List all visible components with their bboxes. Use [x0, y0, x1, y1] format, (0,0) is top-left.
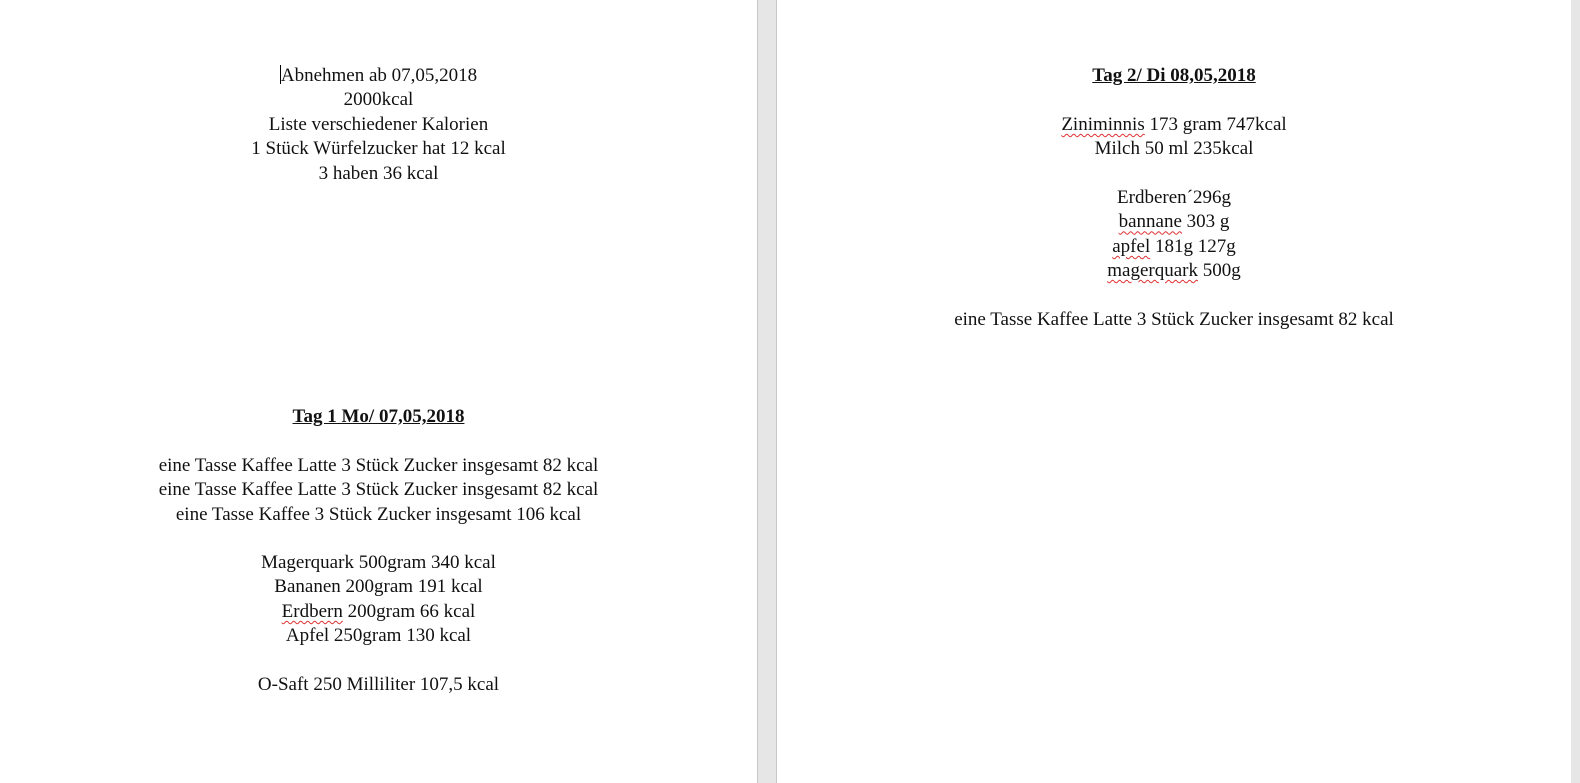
food-line-bannane[interactable] — [777, 210, 1571, 234]
day1-juice-paragraph[interactable] — [0, 673, 757, 697]
drink-line[interactable]: eine Tasse Kaffee Latte 3 Stück Zucker insgesamt 82 kcal — [954, 309, 1394, 330]
day2-block2-paragraph[interactable] — [777, 186, 1571, 284]
food-line-magerquark-rest[interactable]: 500g — [1197, 260, 1241, 282]
juice-line[interactable]: O-Saft 250 Milliliter 107,5 kcal — [257, 674, 500, 695]
food-line-apfel[interactable] — [777, 235, 1571, 259]
intro-line[interactable]: 2000kcal — [343, 89, 414, 111]
day1-heading-line[interactable] — [0, 405, 757, 429]
intro-paragraph[interactable] — [0, 64, 757, 186]
day2-drinks-paragraph[interactable] — [777, 308, 1571, 332]
food-line-magerquark[interactable]: Magerquark 500gram 340 kcal — [261, 552, 496, 573]
food-line-erdbern[interactable] — [0, 600, 757, 624]
food-line-erdbeeren[interactable]: Erdberen´296g — [1117, 187, 1231, 208]
misspelled-word[interactable]: apfel — [1112, 235, 1151, 257]
misspelled-word[interactable]: Erdbern — [281, 600, 343, 622]
day2-heading-line[interactable] — [777, 64, 1571, 88]
intro-line[interactable] — [0, 64, 757, 88]
document-page-1[interactable] — [0, 0, 758, 783]
food-line-ziniminnis[interactable] — [777, 113, 1571, 137]
food-line-ziniminnis-rest[interactable]: 173 gram 747kcal — [1144, 114, 1287, 135]
drink-line[interactable]: eine Tasse Kaffee 3 Stück Zucker insgesamt 106 kcal — [175, 503, 582, 525]
food-line-bannane-rest[interactable]: 303 g — [1181, 211, 1230, 233]
day1-food-paragraph[interactable] — [0, 551, 757, 649]
food-line-bananen[interactable]: Bananen 200gram 191 kcal — [274, 576, 483, 598]
day2-block1-paragraph[interactable] — [777, 113, 1571, 162]
drink-line[interactable]: eine Tasse Kaffee Latte 3 Stück Zucker insgesamt 82 kcal — [158, 455, 599, 476]
day2-heading[interactable]: Tag 2/ Di 08,05,2018 — [1092, 65, 1256, 86]
food-line-magerquark[interactable] — [777, 259, 1571, 283]
food-line-apfel[interactable]: Apfel 250gram 130 kcal — [285, 625, 472, 647]
food-line-apfel-rest[interactable]: 181g 127g — [1150, 235, 1236, 257]
drink-line[interactable]: eine Tasse Kaffee Latte 3 Stück Zucker insgesamt 82 kcal — [158, 479, 599, 501]
food-line-erdbern-rest[interactable]: 200gram 66 kcal — [342, 600, 476, 622]
intro-line-text[interactable]: Abnehmen ab 07,05,2018 — [280, 65, 478, 86]
intro-line[interactable]: 1 Stück Würfelzucker hat 12 kcal — [251, 138, 506, 160]
intro-line[interactable]: Liste verschiedener Kalorien — [268, 113, 489, 135]
document-page-2[interactable] — [776, 0, 1571, 783]
misspelled-word[interactable]: bannane — [1118, 211, 1182, 233]
day1-heading[interactable]: Tag 1 Mo/ 07,05,2018 — [292, 406, 465, 427]
misspelled-word[interactable]: magerquark — [1107, 260, 1198, 282]
misspelled-word[interactable]: Ziniminnis — [1061, 114, 1145, 135]
food-line-milch[interactable]: Milch 50 ml 235kcal — [1094, 138, 1254, 160]
day1-drinks-paragraph[interactable] — [0, 454, 757, 527]
intro-line[interactable]: 3 haben 36 kcal — [318, 162, 439, 184]
day1-heading-paragraph[interactable] — [0, 405, 757, 429]
day2-heading-paragraph[interactable] — [777, 64, 1571, 88]
